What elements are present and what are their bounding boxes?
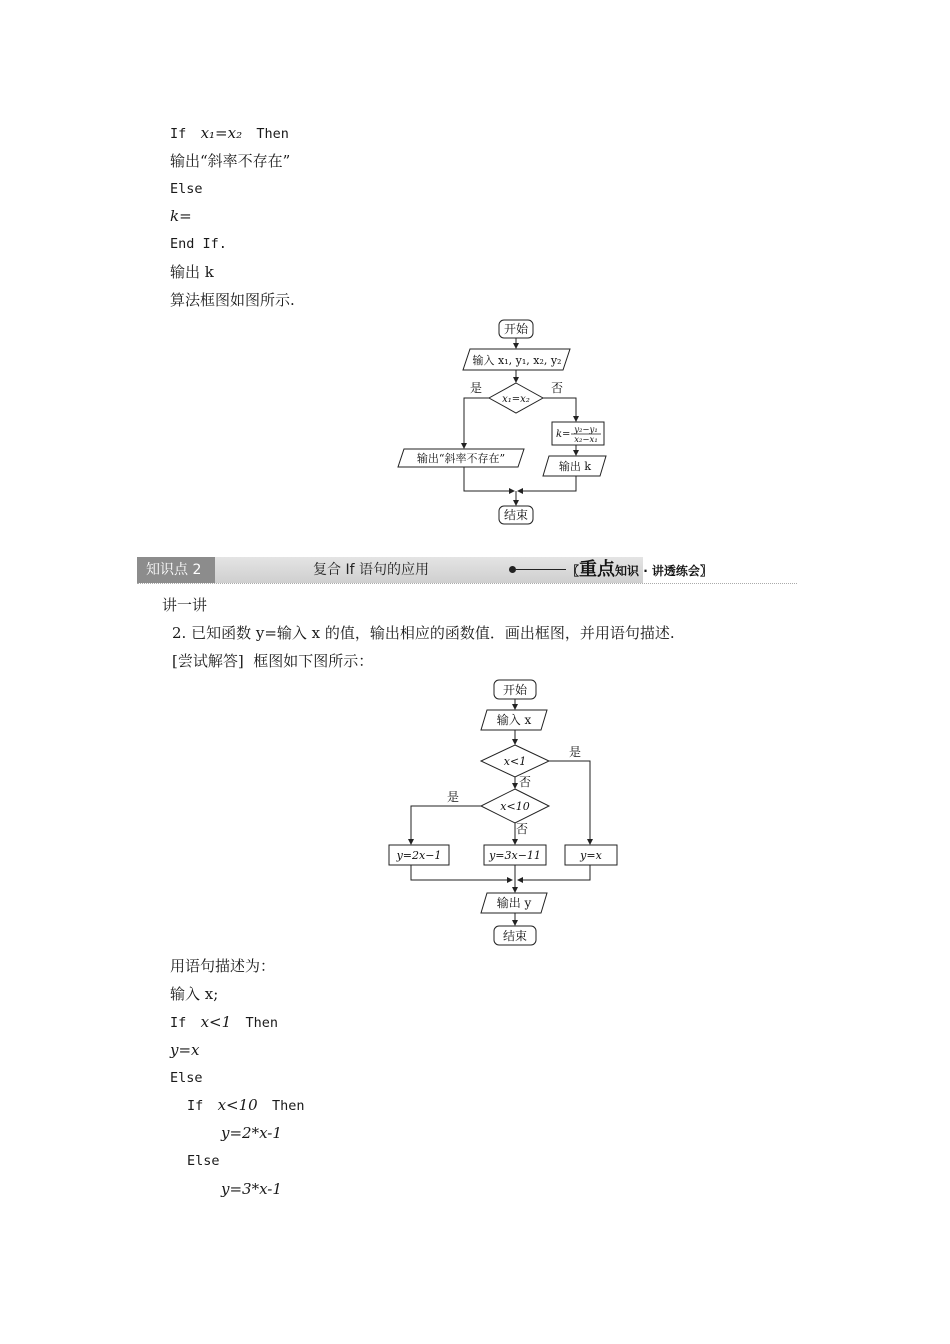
decision-2-label: x<10	[500, 800, 530, 813]
slope-flowchart	[390, 312, 630, 530]
k-numerator: y₂−y₁	[574, 425, 598, 435]
code1-if-line	[170, 123, 289, 144]
code2-else: Else	[170, 1070, 203, 1086]
problem-statement: 2. 已知函数 y=输入 x 的值，输出相应的函数值．画出框图，并用语句描述.	[172, 624, 675, 642]
keyword-if: If	[170, 1015, 187, 1031]
bracket-left: 〖	[567, 564, 580, 578]
end-label: 结束	[502, 929, 528, 943]
code2-else2: Else	[187, 1153, 220, 1169]
code1-k-assign: k=	[170, 207, 192, 225]
condition: x₁=x₂	[200, 124, 243, 142]
keyword-if: If	[187, 1098, 204, 1114]
decision-label: x₁=x₂	[502, 394, 530, 405]
answer-tag: [尝试解答]	[172, 652, 244, 670]
condition-1: x<1	[200, 1013, 232, 1031]
yes-label-2: 是	[446, 790, 460, 804]
band-dot	[509, 566, 516, 573]
condition-2: x<10	[217, 1096, 258, 1114]
flowchart-caption: 算法框图如图所示.	[170, 291, 295, 309]
code2-assign1: y=x	[170, 1041, 200, 1059]
box-c-label: y=x	[580, 849, 602, 862]
answer-line	[172, 651, 373, 671]
input-label: 输入 x₁, y₁, x₂, y₂	[472, 354, 562, 367]
section-header-band	[137, 557, 797, 583]
yes-label-1: 是	[568, 745, 582, 759]
box-b-label: y=3x−11	[489, 849, 541, 862]
yes-label: 是	[469, 381, 483, 395]
focus-small: 知识 · 讲透练会	[615, 564, 700, 578]
box-a-label: y=2x−1	[396, 849, 442, 862]
section-tag: 知识点 2	[137, 557, 215, 583]
bracket-right: 〗	[699, 564, 712, 578]
code2-assign3: y=3*x-1	[221, 1180, 282, 1198]
description-intro: 用语句描述为：	[170, 957, 276, 975]
no-label-1: 否	[518, 775, 532, 789]
code2-input: 输入 x;	[170, 985, 219, 1003]
no-label-2: 否	[515, 822, 529, 836]
band-connector	[516, 569, 566, 570]
start-label: 开始	[503, 322, 529, 336]
code2-assign2: y=2*x-1	[221, 1124, 282, 1142]
band-divider	[137, 583, 797, 584]
end-label: 结束	[503, 508, 529, 522]
section-focus-badge	[567, 559, 712, 582]
output-k-label: 输出 k	[558, 460, 592, 473]
keyword-then: Then	[272, 1098, 305, 1114]
k-lhs-label: k=	[556, 429, 571, 440]
code2-if2-line	[187, 1095, 305, 1116]
start-label: 开始	[502, 683, 528, 697]
focus-big: 重点	[579, 559, 616, 580]
input-label: 输入 x	[496, 713, 532, 727]
no-label: 否	[550, 381, 564, 395]
output-none-label: 输出“斜率不存在”	[416, 452, 506, 465]
code1-end-if: End If.	[170, 236, 227, 252]
keyword-then: Then	[245, 1015, 278, 1031]
answer-text: 框图如下图所示：	[253, 652, 374, 670]
section-title: 复合 If 语句的应用	[313, 562, 429, 578]
lecture-heading: 讲一讲	[162, 596, 208, 614]
decision-1-label: x<1	[503, 755, 527, 768]
code2-if1-line	[170, 1012, 278, 1033]
code1-else: Else	[170, 181, 203, 197]
keyword-if: If	[170, 126, 187, 142]
piecewise-flowchart	[380, 674, 630, 950]
output-label: 输出 y	[496, 896, 532, 910]
keyword-then: Then	[256, 126, 289, 142]
k-denominator: x₂−x₁	[574, 435, 598, 445]
code1-output-none: 输出“斜率不存在”	[170, 152, 291, 170]
code1-output-k: 输出 k	[170, 263, 214, 281]
